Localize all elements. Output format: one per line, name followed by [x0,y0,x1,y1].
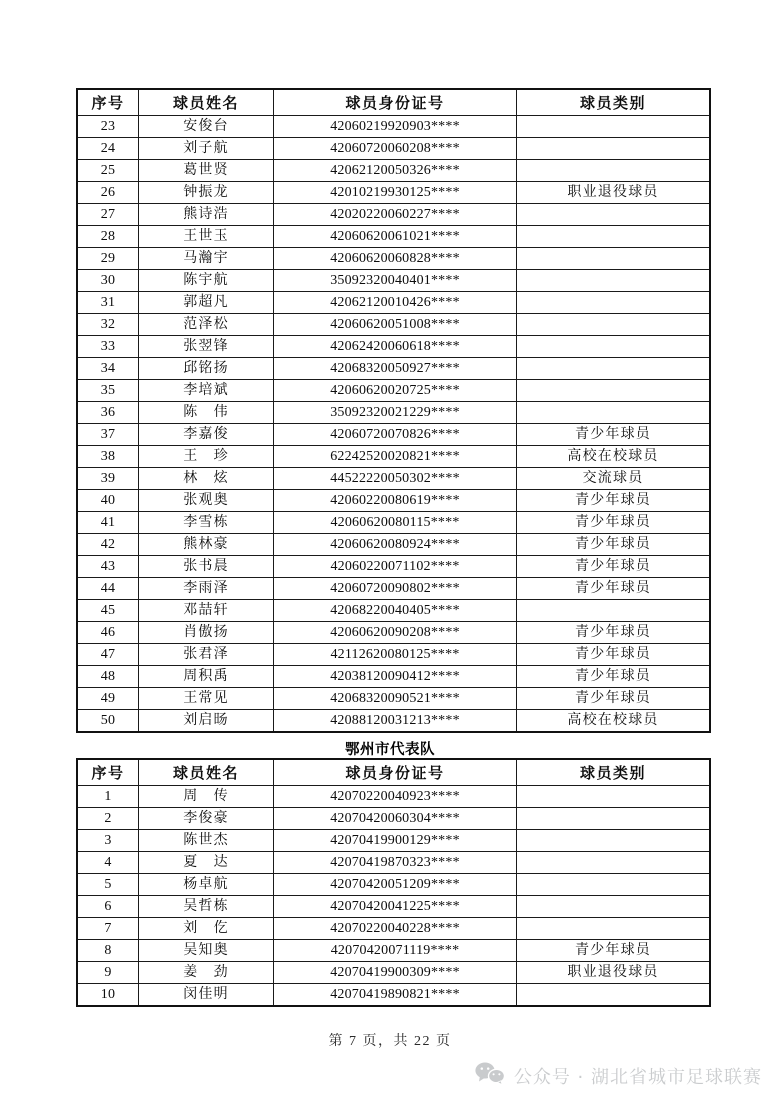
cell-player-category: 青少年球员 [517,490,711,512]
cell-index: 27 [77,204,139,226]
table-row [77,248,710,270]
table-row [77,666,710,688]
table-row [77,852,710,874]
column-header-name: 球员姓名 [139,759,274,786]
cell-id-number: 42060620020725**** [274,380,517,402]
table-row [77,534,710,556]
table-row [77,490,710,512]
cell-player-name: 张书晨 [139,556,274,578]
table-row [77,830,710,852]
cell-player-category [517,786,711,808]
cell-player-category: 职业退役球员 [517,962,711,984]
table-row [77,962,710,984]
cell-player-category: 青少年球员 [517,578,711,600]
column-header-id: 球员身份证号 [274,89,517,116]
watermark-text: 公众号 · 湖北省城市足球联赛 [513,1066,762,1088]
cell-player-category: 青少年球员 [517,556,711,578]
cell-player-name: 吴知奥 [139,940,274,962]
table-row [77,622,710,644]
cell-player-name: 李雪栋 [139,512,274,534]
cell-player-name: 郭超凡 [139,292,274,314]
table-row [77,940,710,962]
cell-player-category [517,874,711,896]
table-row [77,358,710,380]
cell-id-number: 42112620080125**** [274,644,517,666]
cell-index: 41 [77,512,139,534]
cell-index: 37 [77,424,139,446]
cell-index: 5 [77,874,139,896]
cell-player-category [517,116,711,138]
cell-player-name: 林 炫 [139,468,274,490]
watermark [475,1062,762,1089]
cell-player-category [517,336,711,358]
cell-player-name: 王世玉 [139,226,274,248]
cell-player-category: 青少年球员 [517,940,711,962]
cell-id-number: 42060720060208**** [274,138,517,160]
cell-id-number: 42070220040923**** [274,786,517,808]
cell-player-category: 青少年球员 [517,424,711,446]
table-body [77,116,710,733]
table-header [77,89,710,116]
roster-table-continued-container [76,88,704,733]
cell-id-number: 42068320050927**** [274,358,517,380]
table-row [77,578,710,600]
table-row [77,204,710,226]
cell-id-number: 42060219920903**** [274,116,517,138]
cell-player-category [517,204,711,226]
table-row [77,446,710,468]
cell-id-number: 42070419900129**** [274,830,517,852]
cell-id-number: 42060620051008**** [274,314,517,336]
cell-index: 10 [77,984,139,1007]
cell-player-name: 张君泽 [139,644,274,666]
cell-index: 30 [77,270,139,292]
cell-player-name: 姜 劲 [139,962,274,984]
cell-player-name: 熊林豪 [139,534,274,556]
cell-id-number: 42060620080115**** [274,512,517,534]
cell-id-number: 42062420060618**** [274,336,517,358]
cell-id-number: 42070420060304**** [274,808,517,830]
cell-player-name: 范泽松 [139,314,274,336]
wechat-icon [475,1062,505,1089]
cell-index: 31 [77,292,139,314]
cell-player-category [517,918,711,940]
cell-id-number: 42068320090521**** [274,688,517,710]
cell-index: 7 [77,918,139,940]
cell-player-category: 青少年球员 [517,622,711,644]
table-row [77,644,710,666]
cell-id-number: 42070419900309**** [274,962,517,984]
cell-index: 6 [77,896,139,918]
column-header-index: 序号 [77,759,139,786]
table-row [77,226,710,248]
cell-id-number: 42062120010426**** [274,292,517,314]
cell-player-name: 吴哲栋 [139,896,274,918]
cell-index: 49 [77,688,139,710]
cell-id-number: 62242520020821**** [274,446,517,468]
table-row [77,688,710,710]
table-header-row [77,89,710,116]
cell-id-number: 42060720070826**** [274,424,517,446]
cell-index: 39 [77,468,139,490]
column-header-name: 球员姓名 [139,89,274,116]
column-header-index: 序号 [77,89,139,116]
cell-player-name: 周 传 [139,786,274,808]
cell-player-category [517,292,711,314]
cell-player-category: 高校在校球员 [517,446,711,468]
table-row [77,138,710,160]
cell-index: 44 [77,578,139,600]
cell-id-number: 42060220080619**** [274,490,517,512]
cell-player-category: 交流球员 [517,468,711,490]
cell-index: 46 [77,622,139,644]
cell-player-name: 王 珍 [139,446,274,468]
cell-index: 45 [77,600,139,622]
cell-index: 50 [77,710,139,733]
cell-player-name: 安俊台 [139,116,274,138]
table-row [77,918,710,940]
cell-index: 40 [77,490,139,512]
cell-index: 26 [77,182,139,204]
team-title-ezhou: 鄂州市代表队 [345,742,435,758]
cell-player-name: 王常见 [139,688,274,710]
cell-id-number: 42070420041225**** [274,896,517,918]
column-header-id: 球员身份证号 [274,759,517,786]
cell-player-name: 刘 仡 [139,918,274,940]
cell-player-name: 李雨泽 [139,578,274,600]
table-row [77,314,710,336]
cell-index: 4 [77,852,139,874]
roster-table-ezhou-container [76,758,704,1007]
cell-index: 23 [77,116,139,138]
cell-id-number: 42062120050326**** [274,160,517,182]
roster-table-ezhou [76,758,711,1007]
cell-player-name: 李俊豪 [139,808,274,830]
cell-id-number: 42070419890821**** [274,984,517,1007]
cell-player-name: 葛世贤 [139,160,274,182]
cell-player-category: 职业退役球员 [517,182,711,204]
cell-player-name: 张翌锋 [139,336,274,358]
cell-player-category [517,358,711,380]
cell-id-number: 35092320021229**** [274,402,517,424]
table-body [77,786,710,1007]
table-row [77,402,710,424]
table-row [77,896,710,918]
cell-player-name: 钟振龙 [139,182,274,204]
cell-player-name: 张观奥 [139,490,274,512]
cell-index: 38 [77,446,139,468]
cell-index: 3 [77,830,139,852]
cell-player-category [517,270,711,292]
cell-index: 29 [77,248,139,270]
cell-player-category: 青少年球员 [517,688,711,710]
cell-index: 8 [77,940,139,962]
cell-index: 35 [77,380,139,402]
cell-index: 48 [77,666,139,688]
cell-id-number: 42068220040405**** [274,600,517,622]
cell-player-category [517,808,711,830]
cell-id-number: 42070420051209**** [274,874,517,896]
cell-player-category [517,160,711,182]
cell-id-number: 35092320040401**** [274,270,517,292]
cell-player-name: 李嘉俊 [139,424,274,446]
cell-player-name: 马瀚宇 [139,248,274,270]
page-footer: 第 7 页，共 22 页 [328,1034,452,1049]
cell-index: 28 [77,226,139,248]
cell-id-number: 44522220050302**** [274,468,517,490]
table-row [77,710,710,733]
table-row [77,380,710,402]
cell-player-name: 邓喆轩 [139,600,274,622]
table-row [77,160,710,182]
cell-id-number: 42060620061021**** [274,226,517,248]
table-row [77,600,710,622]
cell-index: 36 [77,402,139,424]
cell-player-category [517,896,711,918]
cell-player-name: 陈 伟 [139,402,274,424]
cell-player-category: 青少年球员 [517,666,711,688]
cell-player-category [517,852,711,874]
cell-player-category: 青少年球员 [517,534,711,556]
cell-index: 43 [77,556,139,578]
cell-id-number: 42020220060227**** [274,204,517,226]
table-row [77,116,710,138]
cell-player-name: 李培斌 [139,380,274,402]
cell-player-name: 周积禹 [139,666,274,688]
table-row [77,556,710,578]
cell-index: 33 [77,336,139,358]
cell-player-category [517,226,711,248]
cell-id-number: 42010219930125**** [274,182,517,204]
table-row [77,270,710,292]
table-header-row [77,759,710,786]
cell-player-category [517,600,711,622]
cell-player-name: 闵佳明 [139,984,274,1007]
table-row [77,512,710,534]
cell-player-category: 高校在校球员 [517,710,711,733]
table-row [77,984,710,1007]
cell-player-category [517,248,711,270]
cell-id-number: 42060720090802**** [274,578,517,600]
cell-index: 42 [77,534,139,556]
cell-player-category [517,314,711,336]
cell-id-number: 42060620060828**** [274,248,517,270]
table-row [77,292,710,314]
roster-table-continued [76,88,711,733]
cell-index: 2 [77,808,139,830]
cell-player-category [517,984,711,1007]
cell-id-number: 42060620080924**** [274,534,517,556]
cell-player-name: 肖傲扬 [139,622,274,644]
table-row [77,336,710,358]
table-row [77,182,710,204]
cell-id-number: 42038120090412**** [274,666,517,688]
cell-id-number: 42070419870323**** [274,852,517,874]
column-header-category: 球员类别 [517,89,711,116]
table-row [77,424,710,446]
cell-id-number: 42060620090208**** [274,622,517,644]
cell-player-category [517,830,711,852]
cell-index: 34 [77,358,139,380]
cell-index: 9 [77,962,139,984]
table-row [77,808,710,830]
cell-player-name: 陈宇航 [139,270,274,292]
cell-index: 24 [77,138,139,160]
cell-index: 32 [77,314,139,336]
column-header-category: 球员类别 [517,759,711,786]
table-row [77,468,710,490]
cell-id-number: 42060220071102**** [274,556,517,578]
cell-player-category: 青少年球员 [517,512,711,534]
cell-id-number: 42088120031213**** [274,710,517,733]
cell-player-name: 杨卓航 [139,874,274,896]
cell-id-number: 42070220040228**** [274,918,517,940]
cell-index: 47 [77,644,139,666]
cell-player-category [517,402,711,424]
cell-player-name: 陈世杰 [139,830,274,852]
cell-player-name: 夏 达 [139,852,274,874]
table-row [77,786,710,808]
table-row [77,874,710,896]
cell-player-name: 刘启旸 [139,710,274,733]
cell-player-category: 青少年球员 [517,644,711,666]
cell-player-name: 熊诗浩 [139,204,274,226]
cell-player-name: 邱铭扬 [139,358,274,380]
cell-index: 25 [77,160,139,182]
cell-player-category [517,138,711,160]
cell-index: 1 [77,786,139,808]
cell-player-category [517,380,711,402]
cell-id-number: 42070420071119**** [274,940,517,962]
table-header [77,759,710,786]
cell-player-name: 刘子航 [139,138,274,160]
